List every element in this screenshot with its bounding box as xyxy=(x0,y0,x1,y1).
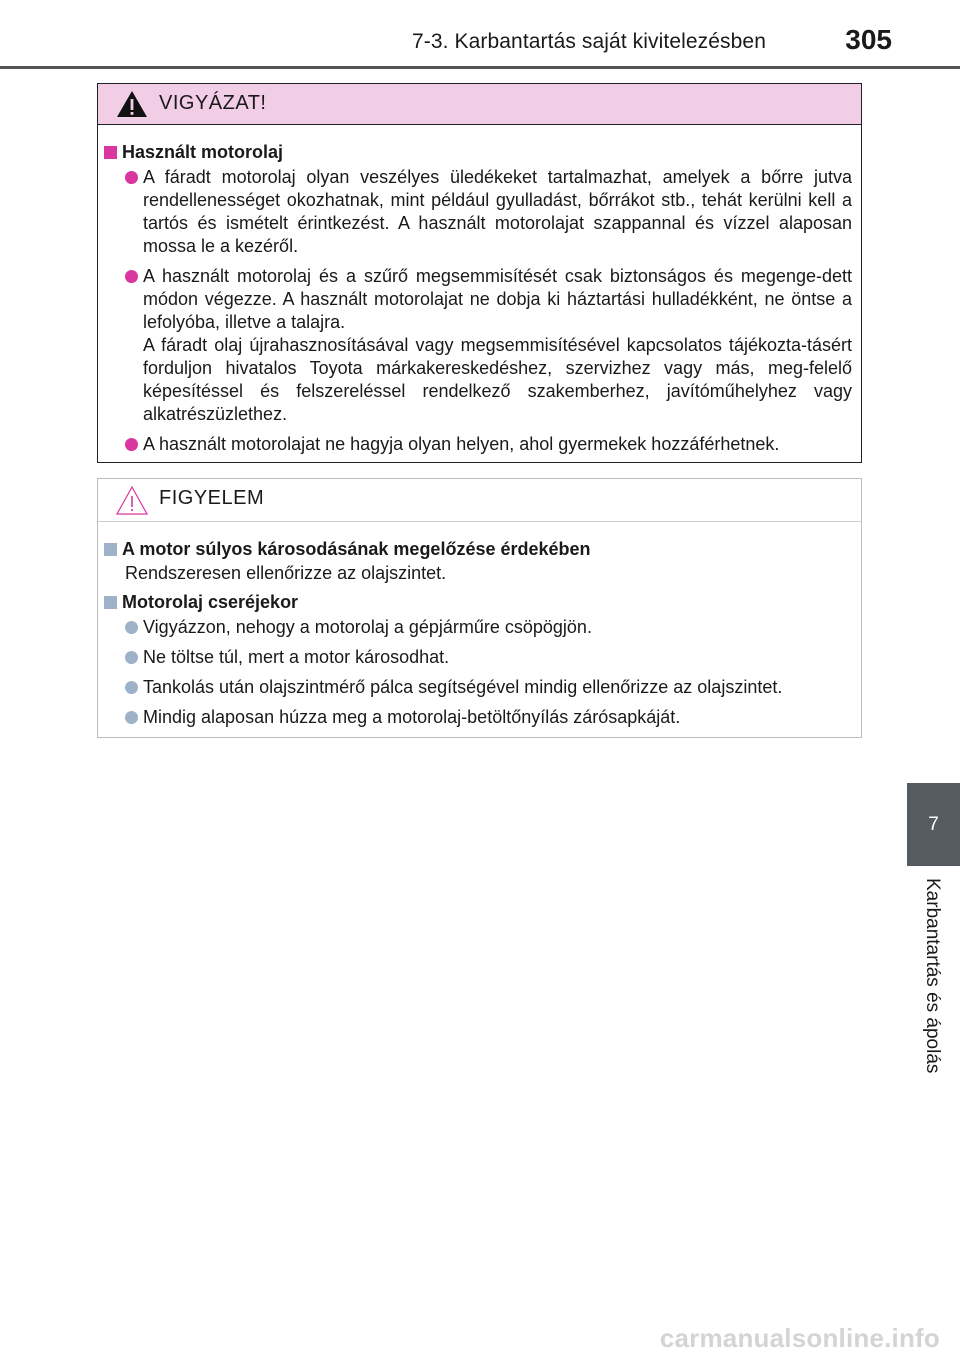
round-bullet-icon xyxy=(125,438,138,451)
bullet-item: Ne töltse túl, mert a motor károsodhat. xyxy=(104,646,852,669)
watermark: carmanualsonline.info xyxy=(659,1323,940,1353)
section-heading: Használt motorolaj xyxy=(104,141,852,164)
warning-icon xyxy=(115,89,149,119)
square-bullet-icon xyxy=(104,146,117,159)
bullet-item: A fáradt motorolaj olyan veszélyes üledékeket tartalmazhat, amelyek a bőrre jutva rendellenességet okozhatnak, mint például gyulladást, bőrrákot stb., tehát kerülni kell a tartós és ismételt érintkezést. A használt motorolajat szappannal és vízzel alaposan mossa le a kezéről. xyxy=(104,166,852,258)
round-bullet-icon xyxy=(125,711,138,724)
bullet-item: A használt motorolaj és a szűrő megsemmisítését csak biztonságos és megenge-dett módon végezze. A használt motorolajat ne dobja ki háztartási hulladékként, ne öntse a lefolyóba, illetve a talajra. A fáradt olaj újrahasznosításával vagy megsemmisítésével kapcsolatos tájékozta-tásért forduljon hivatalos Toyota márkakereskedéshez, szervizhez vagy más, meg-felelő képesítéssel és felszereléssel rendelkező szakemberhez, javítóműhelyhez vagy alkatrészüzlethez. xyxy=(104,265,852,426)
caution-body xyxy=(98,125,861,456)
notice-body xyxy=(98,522,861,729)
chapter-number: 7 xyxy=(928,813,939,835)
warning-outline-icon xyxy=(115,484,149,516)
square-bullet-icon xyxy=(104,596,117,609)
chapter-label: Karbantartás és ápolás xyxy=(922,878,943,1074)
round-bullet-icon xyxy=(125,681,138,694)
page-number: 305 xyxy=(845,24,892,55)
caution-header xyxy=(98,84,861,125)
bullet-item: Mindig alaposan húzza meg a motorolaj-betöltőnyílás zárósapkáját. xyxy=(104,706,852,729)
section-heading: A motor súlyos károsodásának megelőzése érdekében xyxy=(104,538,852,561)
page-header xyxy=(0,0,960,68)
header-rule xyxy=(0,66,960,69)
round-bullet-icon xyxy=(125,270,138,283)
bullet-item: Tankolás után olajszintmérő pálca segítségével mindig ellenőrizze az olajszintet. xyxy=(104,676,852,699)
round-bullet-icon xyxy=(125,171,138,184)
chapter-tab xyxy=(907,783,960,866)
section-heading: Motorolaj cseréjekor xyxy=(104,591,852,614)
caution-title: VIGYÁZAT! xyxy=(159,92,267,114)
section-title: 7-3. Karbantartás saját kivitelezésben xyxy=(412,30,766,53)
notice-section-1 xyxy=(104,538,852,585)
square-bullet-icon xyxy=(104,543,117,556)
notice-box xyxy=(97,478,862,738)
round-bullet-icon xyxy=(125,651,138,664)
round-bullet-icon xyxy=(125,621,138,634)
section-text: Rendszeresen ellenőrizze az olajszintet. xyxy=(125,563,447,583)
bullet-item: A használt motorolajat ne hagyja olyan helyen, ahol gyermekek hozzáférhetnek. xyxy=(104,433,852,456)
notice-header xyxy=(98,479,861,522)
bullet-item: Vigyázzon, nehogy a motorolaj a gépjárműre csöpögjön. xyxy=(104,616,852,639)
notice-title: FIGYELEM xyxy=(159,487,265,509)
notice-section-2 xyxy=(104,591,852,729)
caution-box xyxy=(97,83,862,463)
caution-section xyxy=(104,141,852,456)
